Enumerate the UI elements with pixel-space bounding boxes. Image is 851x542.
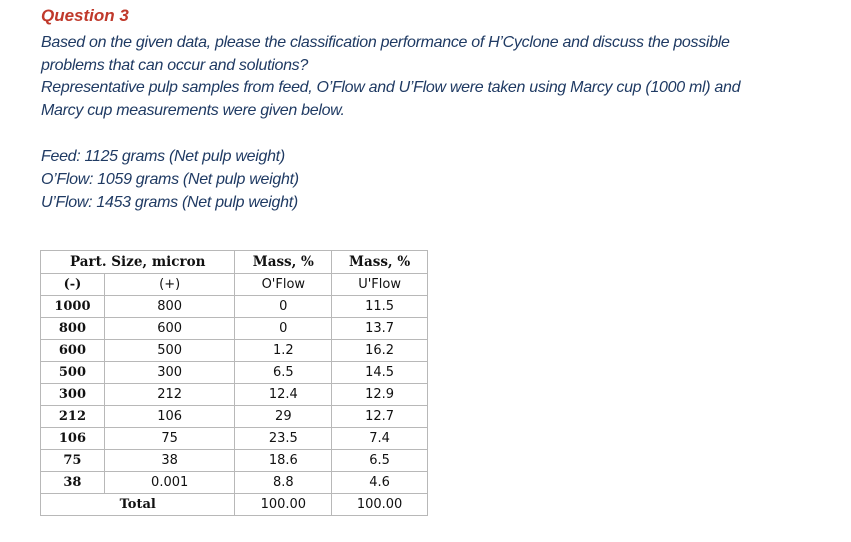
cell-size-minus: 800: [41, 318, 105, 340]
cell-size-minus: 38: [41, 472, 105, 494]
subheader-oflow: O'Flow: [235, 274, 332, 296]
table-total-row: [41, 494, 428, 516]
cell-uflow-mass: 16.2: [332, 340, 428, 362]
measurement-uflow: U’Flow: 1453 grams (Net pulp weight): [41, 194, 298, 211]
prompt-line: Based on the given data, please the classification performance of H’Cyclone and discuss the possible: [41, 34, 730, 51]
cell-uflow-mass: 12.7: [332, 406, 428, 428]
subheader-uflow: U'Flow: [332, 274, 428, 296]
cell-size-minus: 212: [41, 406, 105, 428]
table-row: [41, 406, 428, 428]
prompt-line: problems that can occur and solutions?: [41, 57, 308, 74]
table-row: [41, 362, 428, 384]
sampling-description: [41, 76, 740, 122]
description-line: Marcy cup measurements were given below.: [41, 102, 345, 119]
cell-size-minus: 600: [41, 340, 105, 362]
question-title: Question 3: [41, 6, 129, 25]
measurement-feed: Feed: 1125 grams (Net pulp weight): [41, 148, 285, 165]
cell-oflow-mass: 12.4: [235, 384, 332, 406]
cell-size-plus: 800: [104, 296, 235, 318]
cell-uflow-mass: 7.4: [332, 428, 428, 450]
cell-size-minus: 75: [41, 450, 105, 472]
cell-oflow-mass: 0: [235, 296, 332, 318]
table-row: [41, 450, 428, 472]
cell-uflow-mass: 6.5: [332, 450, 428, 472]
total-uflow: 100.00: [332, 494, 428, 516]
cell-size-minus: 1000: [41, 296, 105, 318]
table-body: [41, 296, 428, 494]
table-row: [41, 318, 428, 340]
question-prompt: [41, 31, 730, 77]
cell-oflow-mass: 1.2: [235, 340, 332, 362]
cell-size-plus: 600: [104, 318, 235, 340]
cell-oflow-mass: 6.5: [235, 362, 332, 384]
header-mass-oflow: Mass, %: [235, 251, 332, 274]
cell-oflow-mass: 8.8: [235, 472, 332, 494]
subheader-minus: (-): [41, 274, 105, 296]
cell-uflow-mass: 4.6: [332, 472, 428, 494]
table-row: [41, 428, 428, 450]
cell-size-plus: 500: [104, 340, 235, 362]
cell-size-minus: 500: [41, 362, 105, 384]
size-distribution-table: [40, 250, 428, 516]
cell-size-plus: 0.001: [104, 472, 235, 494]
subheader-plus: (+): [104, 274, 235, 296]
table-header-row: [41, 251, 428, 274]
table-row: [41, 296, 428, 318]
measurement-oflow: O’Flow: 1059 grams (Net pulp weight): [41, 171, 299, 188]
description-line: Representative pulp samples from feed, O’Flow and U’Flow were taken using Marcy cup (1000 ml) and: [41, 79, 741, 96]
table-row: [41, 472, 428, 494]
cell-size-plus: 38: [104, 450, 235, 472]
cell-size-plus: 75: [104, 428, 235, 450]
cell-size-minus: 106: [41, 428, 105, 450]
cell-oflow-mass: 29: [235, 406, 332, 428]
total-oflow: 100.00: [235, 494, 332, 516]
cell-size-plus: 300: [104, 362, 235, 384]
cell-oflow-mass: 18.6: [235, 450, 332, 472]
cell-size-plus: 212: [104, 384, 235, 406]
cell-oflow-mass: 0: [235, 318, 332, 340]
table-row: [41, 340, 428, 362]
cell-oflow-mass: 23.5: [235, 428, 332, 450]
header-mass-uflow: Mass, %: [332, 251, 428, 274]
table-subheader-row: [41, 274, 428, 296]
cell-size-minus: 300: [41, 384, 105, 406]
header-particle-size: Part. Size, micron: [41, 251, 235, 274]
total-label: Total: [41, 494, 235, 516]
marcy-cup-measurements: [41, 145, 299, 214]
cell-uflow-mass: 12.9: [332, 384, 428, 406]
cell-size-plus: 106: [104, 406, 235, 428]
cell-uflow-mass: 14.5: [332, 362, 428, 384]
table-row: [41, 384, 428, 406]
cell-uflow-mass: 13.7: [332, 318, 428, 340]
cell-uflow-mass: 11.5: [332, 296, 428, 318]
